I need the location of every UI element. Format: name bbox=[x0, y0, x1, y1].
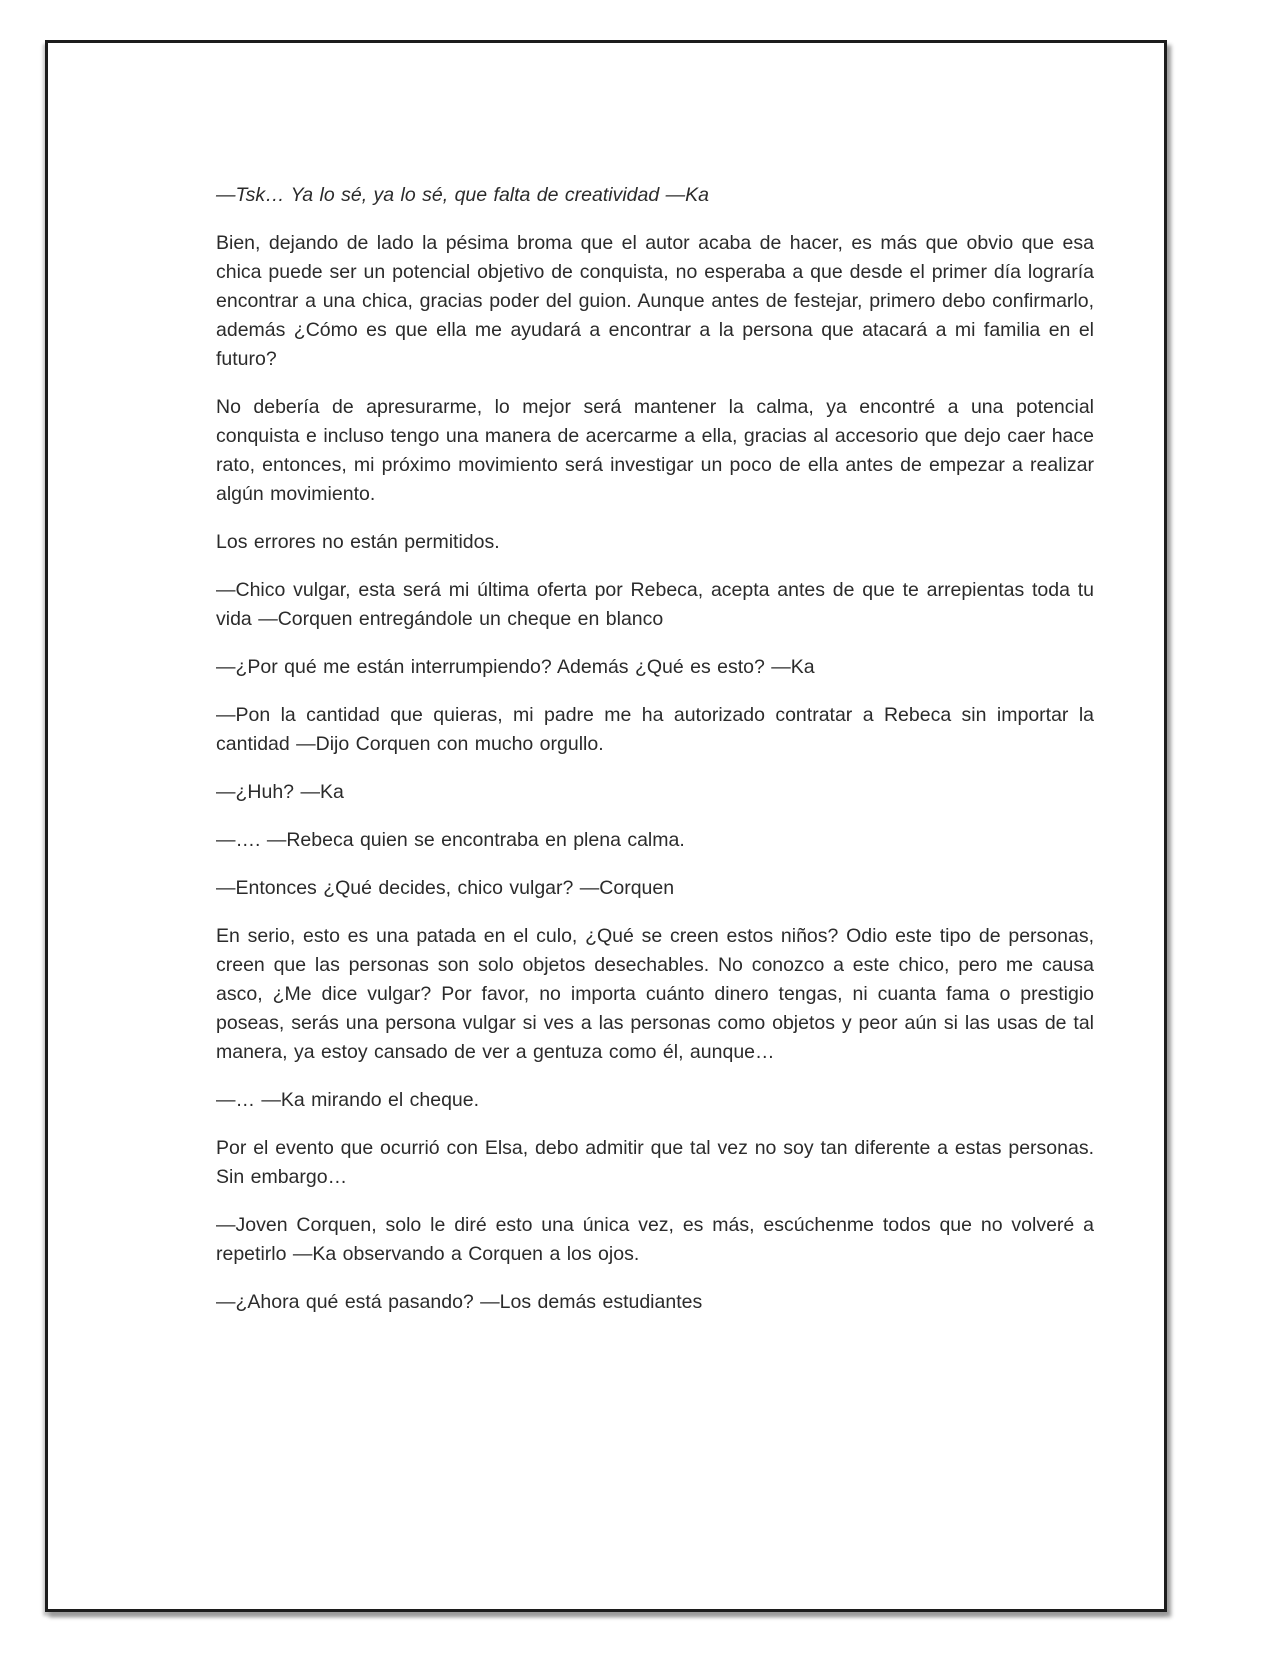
paragraph: Los errores no están permitidos. bbox=[216, 531, 500, 553]
paragraph: —Chico vulgar, esta será mi última oferta por Rebeca, acepta antes de que te arrepientas toda tu vida —Corquen entregándole un cheque en blanco bbox=[216, 579, 1094, 630]
page-border bbox=[45, 40, 1167, 1612]
paragraph: —… —Ka mirando el cheque. bbox=[216, 1089, 480, 1111]
paragraph: —Pon la cantidad que quieras, mi padre me ha autorizado contratar a Rebeca sin importar la cantidad —Dijo Corquen con mucho orgullo. bbox=[216, 704, 1094, 755]
paragraph: En serio, esto es una patada en el culo, ¿Qué se creen estos niños? Odio este tipo de personas, creen que las personas son solo objetos desechables. No conozco a este chico, pero me causa asco, ¿Me dice vulgar? Por favor, no importa cuánto dinero tengas, ni cuanta fama o prestigio poseas, serás una persona vulgar si ves a las personas como objetos y peor aún si las usas de tal manera, ya estoy cansado de ver a gentuza como él, aunque… bbox=[216, 925, 1094, 1063]
document-body bbox=[216, 181, 1094, 1336]
paragraph: Por el evento que ocurrió con Elsa, debo admitir que tal vez no soy tan diferente a estas personas. Sin embargo… bbox=[216, 1137, 1094, 1188]
paragraph: —¿Ahora qué está pasando? —Los demás estudiantes bbox=[216, 1291, 703, 1313]
paragraph: —¿Huh? —Ka bbox=[216, 781, 344, 803]
paragraph: —…. —Rebeca quien se encontraba en plena calma. bbox=[216, 829, 685, 851]
paragraph: No debería de apresurarme, lo mejor será mantener la calma, ya encontré a una potencial conquista e incluso tengo una manera de acercarme a ella, gracias al accesorio que dejo caer hace rato, entonces, mi próximo movimiento será investigar un poco de ella antes de empezar a realizar algún movimiento. bbox=[216, 396, 1094, 505]
paragraph: —Tsk… Ya lo sé, ya lo sé, que falta de creatividad —Ka bbox=[216, 184, 709, 206]
paragraph: —Entonces ¿Qué decides, chico vulgar? —Corquen bbox=[216, 877, 675, 899]
paragraph: Bien, dejando de lado la pésima broma que el autor acaba de hacer, es más que obvio que esa chica puede ser un potencial objetivo de conquista, no esperaba a que desde el primer día lograría encontrar a una chica, gracias poder del guion. Aunque antes de festejar, primero debo confirmarlo, además ¿Cómo es que ella me ayudará a encontrar a la persona que atacará a mi familia en el futuro? bbox=[216, 232, 1094, 370]
paragraph: —¿Por qué me están interrumpiendo? Además ¿Qué es esto? —Ka bbox=[216, 656, 815, 678]
paragraph: —Joven Corquen, solo le diré esto una única vez, es más, escúchenme todos que no volveré a repetirlo —Ka observando a Corquen a los ojos. bbox=[216, 1214, 1094, 1265]
